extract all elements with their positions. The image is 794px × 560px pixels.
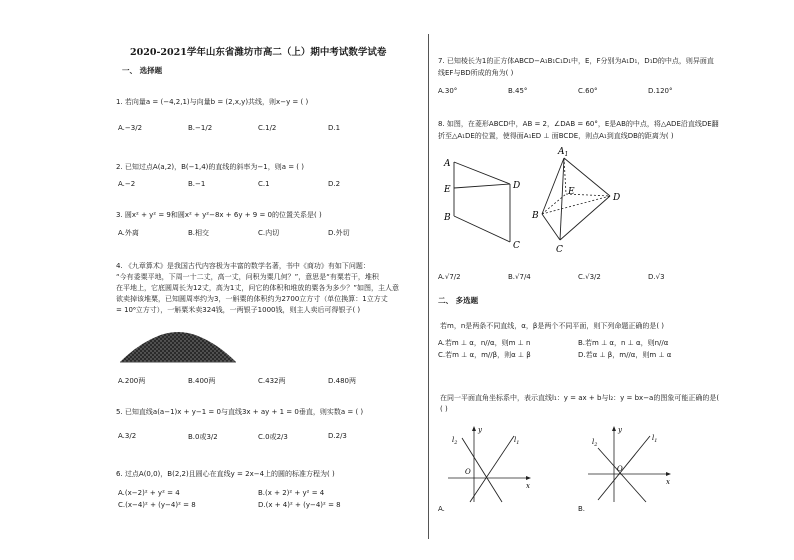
question-4-line-2: “今有委粟平地，下周一十二丈，高一丈，问积为粟几何？”，意思是“有粟若干，堆积 xyxy=(116,273,379,281)
question-3-text: 3. 圆x² + y² = 9和圆x² + y²−8x + 6y + 9 = 0的位置关系是( ) xyxy=(116,211,322,219)
q10-b-l2-label: $l_2$ xyxy=(592,438,598,448)
q10-graph-a xyxy=(444,424,536,506)
question-9-text: 若m，n是两条不同直线，α，β是两个不同平面，则下列命题正确的是( ) xyxy=(440,322,665,330)
question-4-line-5: = 10⁶立方寸），一斛粟米卖324钱，一两银子1000钱，则主人卖后可得银子( ) xyxy=(116,306,361,314)
q10-option-a: A. xyxy=(438,505,445,513)
q8-rhombus-figure xyxy=(440,150,530,250)
question-6-text: 6. 过点A(0,0)，B(2,2)且圆心在直线y = 2x−4上的圆的标准方程为( ) xyxy=(116,470,335,478)
q9-option-b: B.若m ⊥ α，n ⊥ α，则n//α xyxy=(578,339,669,347)
q7-option-d: D.120° xyxy=(648,87,673,95)
question-4-line-3: 在平地上，它底圆周长为12丈，高为1丈，问它的体积和堆放的粟各为多少？”如图，主人意 xyxy=(116,284,399,292)
q7-option-b: B.45° xyxy=(508,87,528,95)
q8-right-label-c: C xyxy=(556,245,563,255)
grain-pile-image xyxy=(118,322,238,366)
q8-left-label-a: A xyxy=(444,159,451,169)
q8-left-label-c: C xyxy=(513,241,520,250)
q8-option-a: A.√7/2 xyxy=(438,273,461,281)
q10-option-b: B. xyxy=(578,505,586,513)
q1-option-c: C.1/2 xyxy=(258,124,277,132)
q6-option-b: B.(x + 2)² + y² = 4 xyxy=(258,489,325,497)
q4-option-a: A.200两 xyxy=(118,377,146,385)
section-heading-choice: 一、 选择题 xyxy=(122,66,163,75)
q4-option-b: B.400两 xyxy=(188,377,216,385)
q8-left-label-e: E xyxy=(444,185,451,195)
q8-right-label-d: D xyxy=(613,193,621,203)
q10-a-x-label: x xyxy=(526,482,530,490)
column-divider xyxy=(428,34,429,539)
q8-right-label-a1: $A_1$ xyxy=(558,147,569,158)
q4-option-c: C.432两 xyxy=(258,377,286,385)
q9-option-d: D.若α ⊥ β，m//α，则m ⊥ α xyxy=(578,351,672,359)
q4-option-d: D.480两 xyxy=(328,377,356,385)
q3-option-d: D.外切 xyxy=(328,229,350,237)
q5-option-c: C.0或2/3 xyxy=(258,433,288,441)
q5-option-b: B.0或3/2 xyxy=(188,433,218,441)
q8-left-label-d: D xyxy=(513,181,521,191)
q8-left-label-b: B xyxy=(444,213,451,223)
question-8-line-1: 8. 如图，在菱形ABCD中，AB = 2，∠DAB = 60°，E是AB的中点，将△ADE沿直线DE翻 xyxy=(438,120,719,128)
question-7-line-2: 线EF与BD所成的角为( ) xyxy=(438,69,514,77)
q2-option-d: D.2 xyxy=(328,180,341,188)
q5-option-a: A.3/2 xyxy=(118,432,137,440)
question-4-line-1: 4. 《九章算术》是我国古代内容极为丰富的数学名著，书中《商功》有如下问题： xyxy=(116,262,370,270)
q8-option-d: D.√3 xyxy=(648,273,665,281)
question-10-text: 在同一平面直角坐标系中，表示直线l₁：y = ax + b与l₂：y = bx−a的图象可能正确的是( xyxy=(440,394,720,402)
q10-b-origin-label: O xyxy=(617,465,623,473)
q2-option-c: C.1 xyxy=(258,180,270,188)
q10-graph-b xyxy=(584,424,676,506)
q6-option-c: C.(x−4)² + (y−4)² = 8 xyxy=(118,501,196,509)
question-2-text: 2. 已知过点A(a,2)，B(−1,4)的直线的斜率为−1，则a = ( ) xyxy=(116,163,304,171)
q3-option-a: A.外离 xyxy=(118,229,139,237)
q7-option-a: A.30° xyxy=(438,87,458,95)
question-10-continuation: ( ) xyxy=(440,405,448,413)
q8-right-label-b: B xyxy=(532,211,539,221)
q1-option-b: B.−1/2 xyxy=(188,124,213,132)
q10-a-l1-label: $l_1$ xyxy=(514,436,520,446)
question-1-text: 1. 若向量a = (−4,2,1)与向量b = (2,x,y)共线，则x−y = ( ) xyxy=(116,98,309,106)
q5-option-d: D.2/3 xyxy=(328,432,347,440)
q2-option-a: A.−2 xyxy=(118,180,136,188)
q1-option-d: D.1 xyxy=(328,124,341,132)
q10-a-origin-label: O xyxy=(465,468,471,476)
question-8-line-2: 折至△A₁DE的位置，使得面A₁ED ⊥ 面BCDE，则点A₁到直线DB的距离为( ) xyxy=(438,132,674,140)
page-title: 2020-2021学年山东省潍坊市高二（上）期中考试数学试卷 xyxy=(130,47,387,58)
q8-pyramid-figure xyxy=(528,144,628,256)
q6-option-a: A.(x−2)² + y² = 4 xyxy=(118,489,180,497)
q1-option-a: A.−3/2 xyxy=(118,124,143,132)
q8-option-c: C.√3/2 xyxy=(578,273,601,281)
q10-a-l2-label: $l_2$ xyxy=(452,436,458,446)
q3-option-c: C.内切 xyxy=(258,229,280,237)
q6-option-d: D.(x + 4)² + (y−4)² = 8 xyxy=(258,501,341,509)
q10-a-y-label: y xyxy=(478,426,482,434)
q10-b-y-label: y xyxy=(618,426,622,434)
q8-right-label-e: E xyxy=(568,187,575,197)
q10-b-l1-label: $l_1$ xyxy=(652,434,658,444)
q9-option-c: C.若m ⊥ α，m//β，则α ⊥ β xyxy=(438,351,531,359)
question-4-line-4: 欲卖掉该堆粟，已知圆周率约为3，一斛粟的体积约为2700立方寸（单位换算：1立方丈 xyxy=(116,295,388,303)
question-7-line-1: 7. 已知棱长为1的正方体ABCD−A₁B₁C₁D₁中，E，F分别为A₁D₁，D₁D的中点，则异面直 xyxy=(438,57,714,65)
q8-option-b: B.√7/4 xyxy=(508,273,531,281)
q10-b-x-label: x xyxy=(666,478,670,486)
section-heading-multi: 二、 多选题 xyxy=(438,296,479,305)
q9-option-a: A.若m ⊥ α，n//α，则m ⊥ n xyxy=(438,339,531,347)
q7-option-c: C.60° xyxy=(578,87,598,95)
q3-option-b: B.相交 xyxy=(188,229,210,237)
q2-option-b: B.−1 xyxy=(188,180,206,188)
question-5-text: 5. 已知直线a(a−1)x + y−1 = 0与直线3x + ay + 1 = 0垂直，则实数a = ( ) xyxy=(116,408,364,416)
